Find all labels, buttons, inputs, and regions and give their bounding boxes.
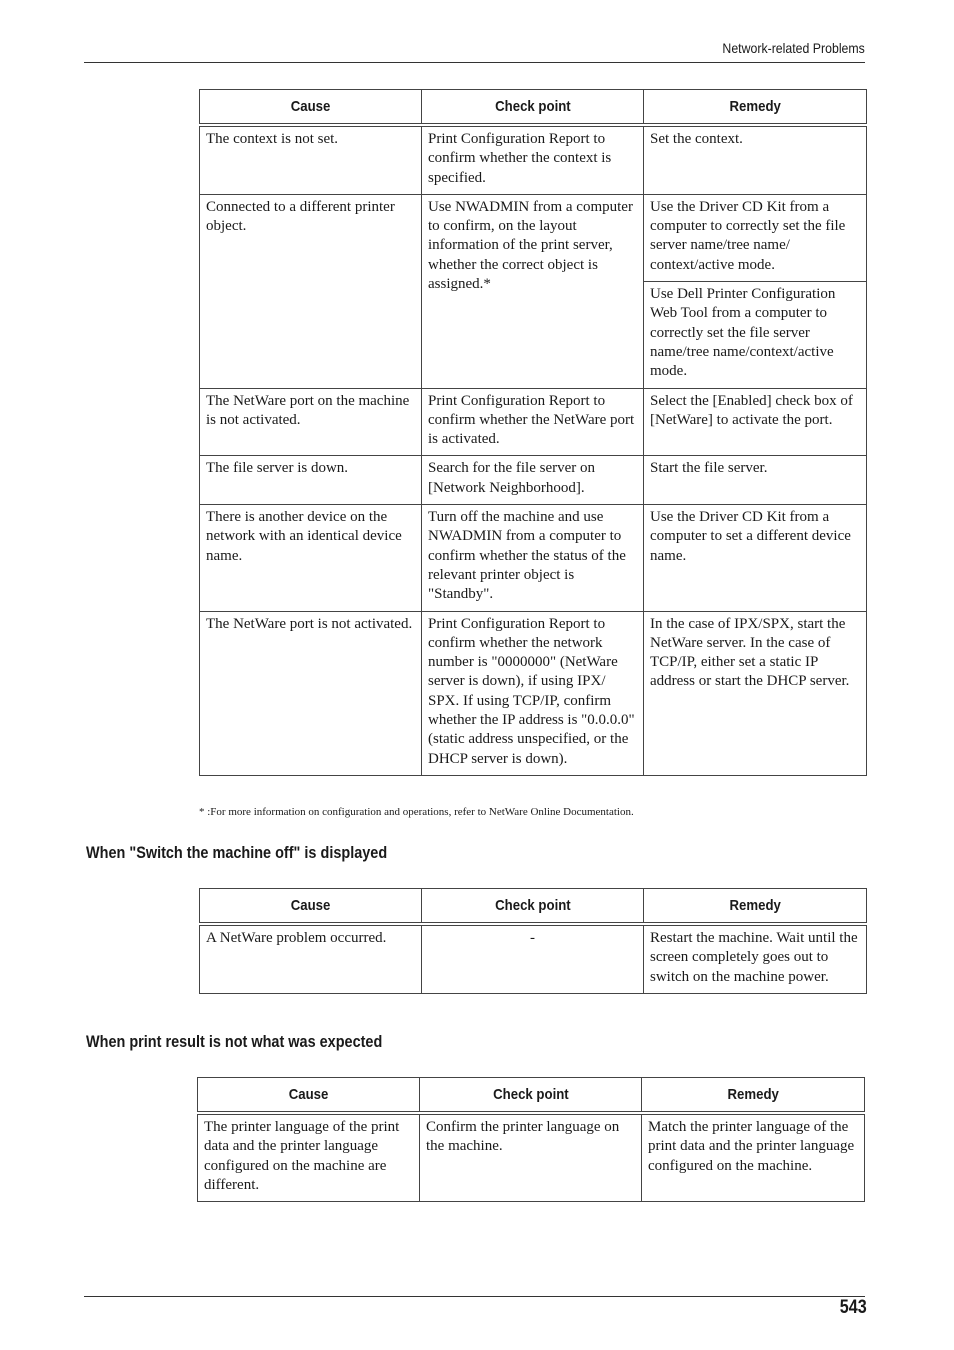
remedy-cell: Use Dell Printer Configuration Web Tool from a computer to correctly set the file server name/tree name/context/active mode. bbox=[644, 282, 867, 388]
column-header-remedy: Remedy bbox=[644, 889, 867, 925]
table-header-row bbox=[200, 90, 867, 126]
table-row bbox=[200, 194, 867, 281]
troubleshooting-table-1 bbox=[199, 89, 867, 776]
remedy-cell: Set the context. bbox=[644, 125, 867, 194]
remedy-cell: In the case of IPX/SPX, start the NetWare server. In the case of TCP/IP, either set a static IP address or start the DHCP server. bbox=[644, 611, 867, 775]
table-header-row bbox=[200, 889, 867, 925]
column-header-check-point: Check point bbox=[420, 1078, 642, 1114]
remedy-cell: Start the file server. bbox=[644, 456, 867, 505]
table-row bbox=[200, 611, 867, 775]
table-row bbox=[200, 924, 867, 993]
check-point-cell: Search for the file server on [Network Neighborhood]. bbox=[422, 456, 644, 505]
check-point-cell: Confirm the printer language on the machine. bbox=[420, 1113, 642, 1202]
cause-cell: The NetWare port is not activated. bbox=[200, 611, 422, 775]
column-header-cause: Cause bbox=[200, 889, 422, 925]
cause-cell: There is another device on the network with an identical device name. bbox=[200, 505, 422, 611]
check-point-cell: Turn off the machine and use NWADMIN from a computer to confirm whether the status of the relevant printer object is "Standby". bbox=[422, 505, 644, 611]
page-number: 543 bbox=[840, 1297, 867, 1318]
column-header-remedy: Remedy bbox=[642, 1078, 865, 1114]
table-row bbox=[200, 505, 867, 611]
table-row bbox=[198, 1113, 865, 1202]
table-header-row bbox=[198, 1078, 865, 1114]
troubleshooting-table-2 bbox=[199, 888, 867, 994]
section-heading-switch-off: When "Switch the machine off" is displayed bbox=[86, 843, 388, 862]
cause-cell: The file server is down. bbox=[200, 456, 422, 505]
running-header-title: Network-related Problems bbox=[722, 40, 865, 56]
table-row bbox=[200, 388, 867, 456]
cause-cell: The context is not set. bbox=[200, 125, 422, 194]
column-header-check-point: Check point bbox=[422, 889, 644, 925]
check-point-cell: Print Configuration Report to confirm whether the context is specified. bbox=[422, 125, 644, 194]
check-point-cell: Use NWADMIN from a computer to confirm, on the layout information of the print server, whether the correct object is assigned.* bbox=[422, 194, 644, 388]
cause-cell: Connected to a different printer object. bbox=[200, 194, 422, 388]
table-row bbox=[200, 125, 867, 194]
cause-cell: The NetWare port on the machine is not activated. bbox=[200, 388, 422, 456]
footer-rule bbox=[84, 1296, 865, 1297]
troubleshooting-table-3 bbox=[197, 1077, 865, 1202]
column-header-check-point: Check point bbox=[422, 90, 644, 126]
column-header-remedy: Remedy bbox=[644, 90, 867, 126]
section-heading-print-result: When print result is not what was expected bbox=[86, 1032, 383, 1051]
remedy-cell: Match the printer language of the print data and the printer language configured on the machine. bbox=[642, 1113, 865, 1202]
check-point-cell: - bbox=[422, 924, 644, 993]
check-point-cell: Print Configuration Report to confirm whether the NetWare port is activated. bbox=[422, 388, 644, 456]
cause-cell: A NetWare problem occurred. bbox=[200, 924, 422, 993]
column-header-cause: Cause bbox=[200, 90, 422, 126]
remedy-cell: Select the [Enabled] check box of [NetWare] to activate the port. bbox=[644, 388, 867, 456]
remedy-cell: Restart the machine. Wait until the screen completely goes out to switch on the machine power. bbox=[644, 924, 867, 993]
header-rule bbox=[84, 62, 865, 63]
check-point-cell: Print Configuration Report to confirm whether the network number is "0000000" (NetWare server is down), if using IPX/ SPX. If using TCP/IP, confirm whether the IP address is "0.0.0.0" (static address unspecified, or the DHCP server is down). bbox=[422, 611, 644, 775]
remedy-cell: Use the Driver CD Kit from a computer to set a different device name. bbox=[644, 505, 867, 611]
cause-cell: The printer language of the print data and the printer language configured on the machine are different. bbox=[198, 1113, 420, 1202]
column-header-cause: Cause bbox=[198, 1078, 420, 1114]
remedy-cell: Use the Driver CD Kit from a computer to correctly set the file server name/tree name/ context/active mode. bbox=[644, 194, 867, 281]
table-row bbox=[200, 456, 867, 505]
footnote: * :For more information on configuration and operations, refer to NetWare Online Documentation. bbox=[199, 806, 634, 818]
